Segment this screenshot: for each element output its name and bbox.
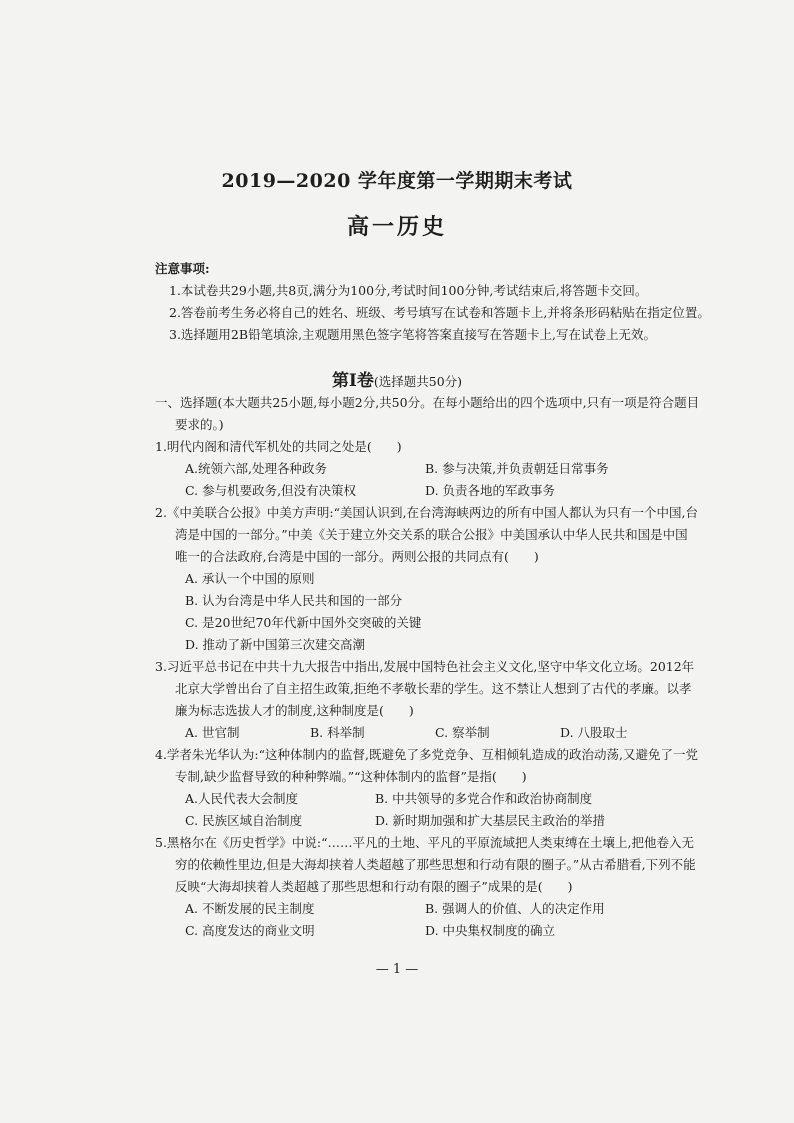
- question-stem: 1.明代内阁和清代军机处的共同之处是( ): [155, 439, 402, 454]
- option-c: C. 高度发达的商业文明: [185, 923, 315, 938]
- option-d: D. 新时期加强和扩大基层民主政治的举措: [375, 813, 606, 828]
- notice-item: 3.选择题用2B铅笔填涂,主观题用黑色签字笔将答案直接写在答题卡上,写在试卷上无效。: [169, 327, 657, 342]
- notice-block: [155, 258, 715, 346]
- option-a: A. 不断发展的民主制度: [185, 901, 315, 916]
- page-number: — 1 —: [375, 962, 419, 977]
- option-list: [155, 788, 700, 832]
- question-2: [155, 502, 700, 656]
- part-heading: [0, 366, 794, 391]
- option-b: B. 科举制: [310, 725, 365, 740]
- question-stem: 4.学者朱光华认为:“这种体制内的监督,既避免了多党竞争、互相倾轧造成的政治动荡,又避免了一党专制,缺少监督导致的种种弊端。”“这种体制内的监督”是指( ): [155, 747, 698, 784]
- questions-block: [155, 392, 700, 942]
- option-b: B. 中共领导的多党合作和政治协商制度: [375, 791, 593, 806]
- option-b: B. 强调人的价值、人的决定作用: [425, 901, 605, 916]
- option-c: C. 民族区域自治制度: [185, 813, 303, 828]
- section-intro: 一、选择题(本大题共25小题,每小题2分,共50分。在每小题给出的四个选项中,只有一项是符合题目要求的。): [155, 395, 700, 432]
- option-a: A. 世官制: [185, 725, 240, 740]
- option-a: A.人民代表大会制度: [185, 791, 299, 806]
- question-stem: 5.黑格尔在《历史哲学》中说:“……平凡的土地、平凡的平原流域把人类束缚在土壤上,把他卷入无穷的依赖性里边,但是大海却挟着人类超越了那些思想和行动有限的圈子。”从古希腊看,下列不能反映“大海却挟着人类超越了那些思想和行动有限的圈子”成果的是( ): [155, 835, 696, 894]
- option-list: [155, 898, 700, 942]
- option-d: D. 负责各地的军政事务: [425, 483, 556, 498]
- question-5: [155, 832, 700, 942]
- notice-item: 1.本试卷共29小题,共8页,满分为100分,考试时间100分钟,考试结束后,将答题卡交回。: [169, 283, 648, 298]
- question-3: [155, 656, 700, 744]
- exam-subject: 高一历史: [346, 214, 447, 240]
- option-c: C. 察举制: [435, 725, 490, 740]
- part-note: (选择题共50分): [373, 374, 463, 389]
- option-b: B. 认为台湾是中华人民共和国的一部分: [185, 593, 403, 608]
- question-1: [155, 436, 700, 502]
- option-c: C. 是20世纪70年代新中国外交突破的关键: [185, 615, 422, 630]
- option-b: B. 参与决策,并负责朝廷日常事务: [425, 461, 609, 476]
- option-d: D. 中央集权制度的确立: [425, 923, 556, 938]
- exam-title: 2019—2020 学年度第一学期期末考试: [221, 170, 573, 192]
- option-a: A.统领六部,处理各种政务: [185, 461, 327, 476]
- part-title: 第Ⅰ卷: [331, 371, 374, 391]
- notice-item: 2.答卷前考生务必将自己的姓名、班级、考号填写在试卷和答题卡上,并将条形码粘贴在指定位置。: [169, 305, 710, 320]
- option-a: A. 承认一个中国的原则: [185, 571, 315, 586]
- option-list: [155, 458, 700, 502]
- question-4: [155, 744, 700, 832]
- option-d: D. 推动了新中国第三次建交高潮: [185, 637, 366, 652]
- question-stem: 2.《中美联合公报》中美方声明:“美国认识到,在台湾海峡两边的所有中国人都认为只有一个中国,台湾是中国的一部分。”中美《关于建立外交关系的联合公报》中美国承认中华人民共和国是中国唯一的合法政府,台湾是中国的一部分。两则公报的共同点有( ): [155, 505, 698, 564]
- option-d: D. 八股取士: [560, 725, 628, 740]
- option-list: [155, 568, 700, 656]
- notice-heading: 注意事项:: [155, 261, 210, 276]
- option-c: C. 参与机要政务,但没有决策权: [185, 483, 357, 498]
- option-list: [155, 722, 700, 744]
- question-stem: 3.习近平总书记在中共十九大报告中指出,发展中国特色社会主义文化,坚守中华文化立场。2012年北京大学曾出台了自主招生政策,拒绝不孝敬长辈的学生。这不禁让人想到了古代的孝廉。以孝廉为标志选拔人才的制度,这种制度是( ): [155, 659, 695, 718]
